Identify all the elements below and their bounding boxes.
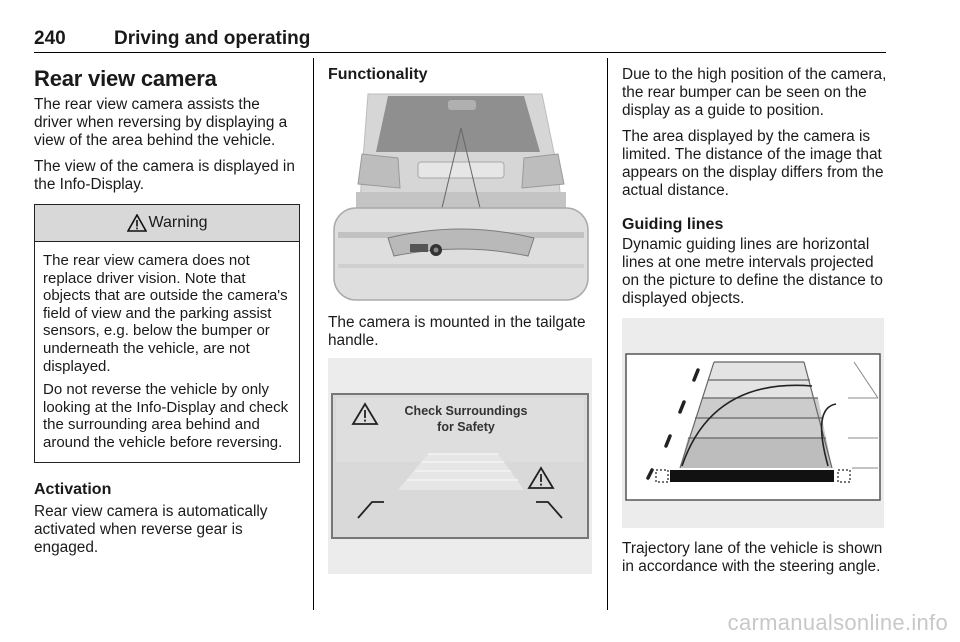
intro-paragraph: The rear view camera assists the driver when reversing by displaying a view of the area behind the vehicle.: [34, 96, 288, 149]
camera-caption: The camera is mounted in the tailgate handle.: [328, 314, 586, 349]
display-paragraph: The view of the camera is displayed in the Info-Display.: [34, 158, 295, 193]
warning-paragraph-1: The rear view camera does not replace driver vision. Note that objects that are outside the camera's field of view and the parking assist sensors, e.g. below the bumper or underneath the vehicle, are not displayed.: [43, 252, 288, 375]
column-3: [622, 58, 888, 584]
warning-header: [35, 205, 299, 242]
activation-paragraph: Rear view camera is automatically activated when reverse gear is engaged.: [34, 502, 268, 556]
distance-paragraph: The area displayed by the camera is limited. The distance of the image that appears on the display differs from the actual distance.: [622, 128, 884, 199]
warning-box: [34, 204, 300, 463]
trajectory-figure: [622, 318, 884, 528]
page-header: [34, 28, 886, 53]
bumper-paragraph: Due to the high position of the camera, the rear bumper can be seen on the display as a guide to position.: [622, 66, 887, 119]
column-divider-1: [313, 58, 314, 610]
warning-paragraph-2: Do not reverse the vehicle by only looking at the Info-Display and check the surrounding area behind and around the vehicle before reversing.: [43, 381, 289, 451]
guiding-lines-heading: Guiding lines: [622, 216, 724, 233]
section-title: Rear view camera: [34, 66, 217, 91]
warning-body: [35, 242, 299, 462]
screen-text-line-1: Check Surroundings: [404, 404, 528, 418]
column-divider-2: [607, 58, 608, 610]
info-display-figure: [328, 358, 592, 574]
trajectory-caption: Trajectory lane of the vehicle is shown in accordance with the steering angle.: [622, 540, 883, 575]
page-number: 240: [34, 28, 66, 49]
column-2: [328, 58, 596, 574]
chapter-title: Driving and operating: [114, 28, 311, 49]
column-1: [34, 58, 300, 565]
screen-text-line-2: for Safety: [437, 420, 495, 434]
guiding-lines-paragraph: Dynamic guiding lines are horizontal lines at one metre intervals projected on the picture to define the distance to displayed objects.: [622, 236, 883, 307]
activation-heading: Activation: [34, 480, 112, 498]
functionality-heading: Functionality: [328, 66, 428, 83]
watermark: carmanualsonline.info: [727, 610, 948, 635]
tailgate-camera-figure: [328, 92, 594, 304]
warning-icon: [127, 214, 147, 232]
warning-label: Warning: [148, 214, 208, 231]
